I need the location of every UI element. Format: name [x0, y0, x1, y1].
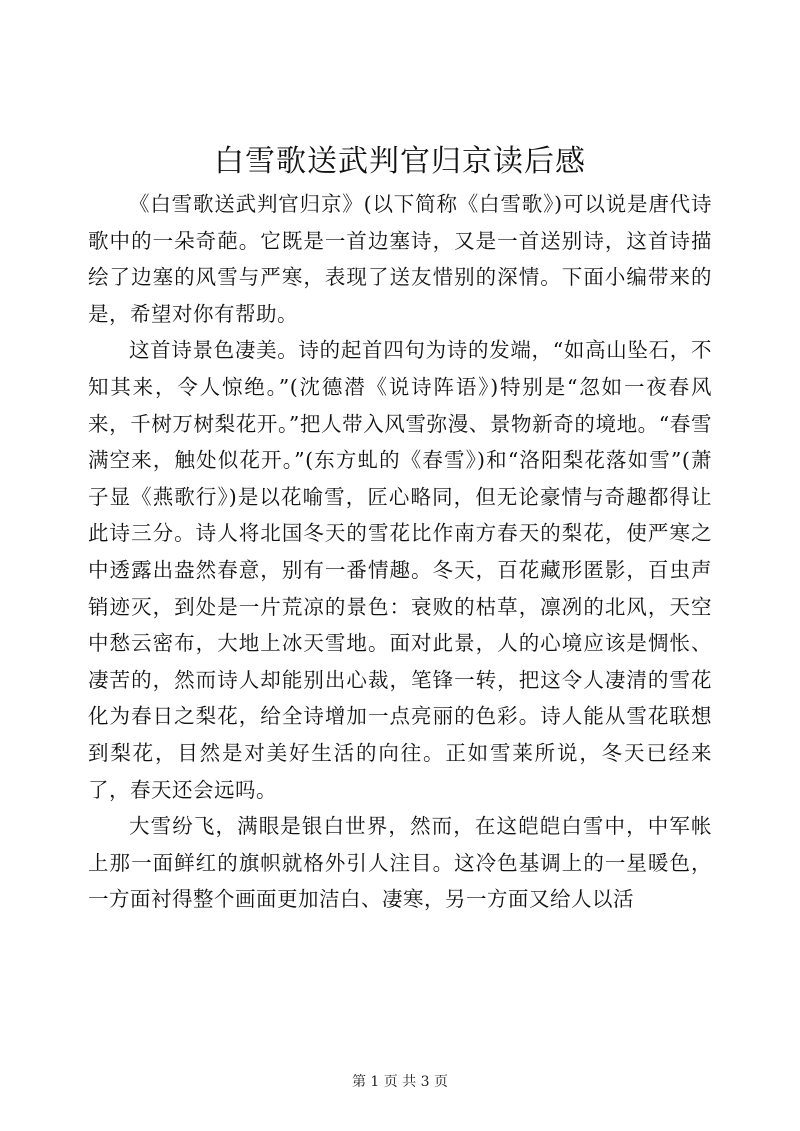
page-footer: 第 1 页 共 3 页	[351, 1074, 449, 1090]
document-body	[88, 186, 712, 918]
paragraph-intro: 《白雪歌送武判官归京》(以下简称《白雪歌》)可以说是唐代诗歌中的一朵奇葩。它既是一首边塞诗，又是一首送别诗，这首诗描绘了边塞的风雪与严寒，表现了送友惜别的深情。下面小编带来的是，希望对你有帮助。	[88, 192, 712, 326]
paragraph-scenery: 这首诗景色凄美。诗的起首四句为诗的发端，“如高山坠石，不知其来，令人惊绝。”(沈德潜《说诗阵语》)特别是“忽如一夜春风来，千树万树梨花开。”把人带入风雪弥漫、景物新奇的境地。“春雪满空来，触处似花开。”(东方虬的《春雪》)和“洛阳梨花落如雪”(萧子显《燕歌行》)是以花喻雪，匠心略同，但无论豪情与奇趣都得让此诗三分。诗人将北国冬天的雪花比作南方春天的梨花，使严寒之中透露出盎然春意，别有一番情趣。冬天，百花藏形匿影，百虫声销迹灭，到处是一片荒凉的景色：衰败的枯草，凛冽的北风，天空中愁云密布，大地上冰天雪地。面对此景，人的心境应该是惆怅、凄苦的，然而诗人却能别出心裁，笔锋一转，把这令人凄清的雪花化为春日之梨花，给全诗增加一点亮丽的色彩。诗人能从雪花联想到梨花，目然是对美好生活的向往。正如雪莱所说，冬天已经来了，春天还会远吗。	[88, 338, 712, 802]
paragraph-snow-flag: 大雪纷飞，满眼是银白世界，然而，在这皑皑白雪中，中军帐上那一面鲜红的旗帜就格外引人注目。这冷色基调上的一星暖色，一方面衬得整个画面更加洁白、凄寒，另一方面又给人以活	[88, 814, 712, 912]
document-title: 白雪歌送武判官归京读后感	[214, 144, 586, 179]
